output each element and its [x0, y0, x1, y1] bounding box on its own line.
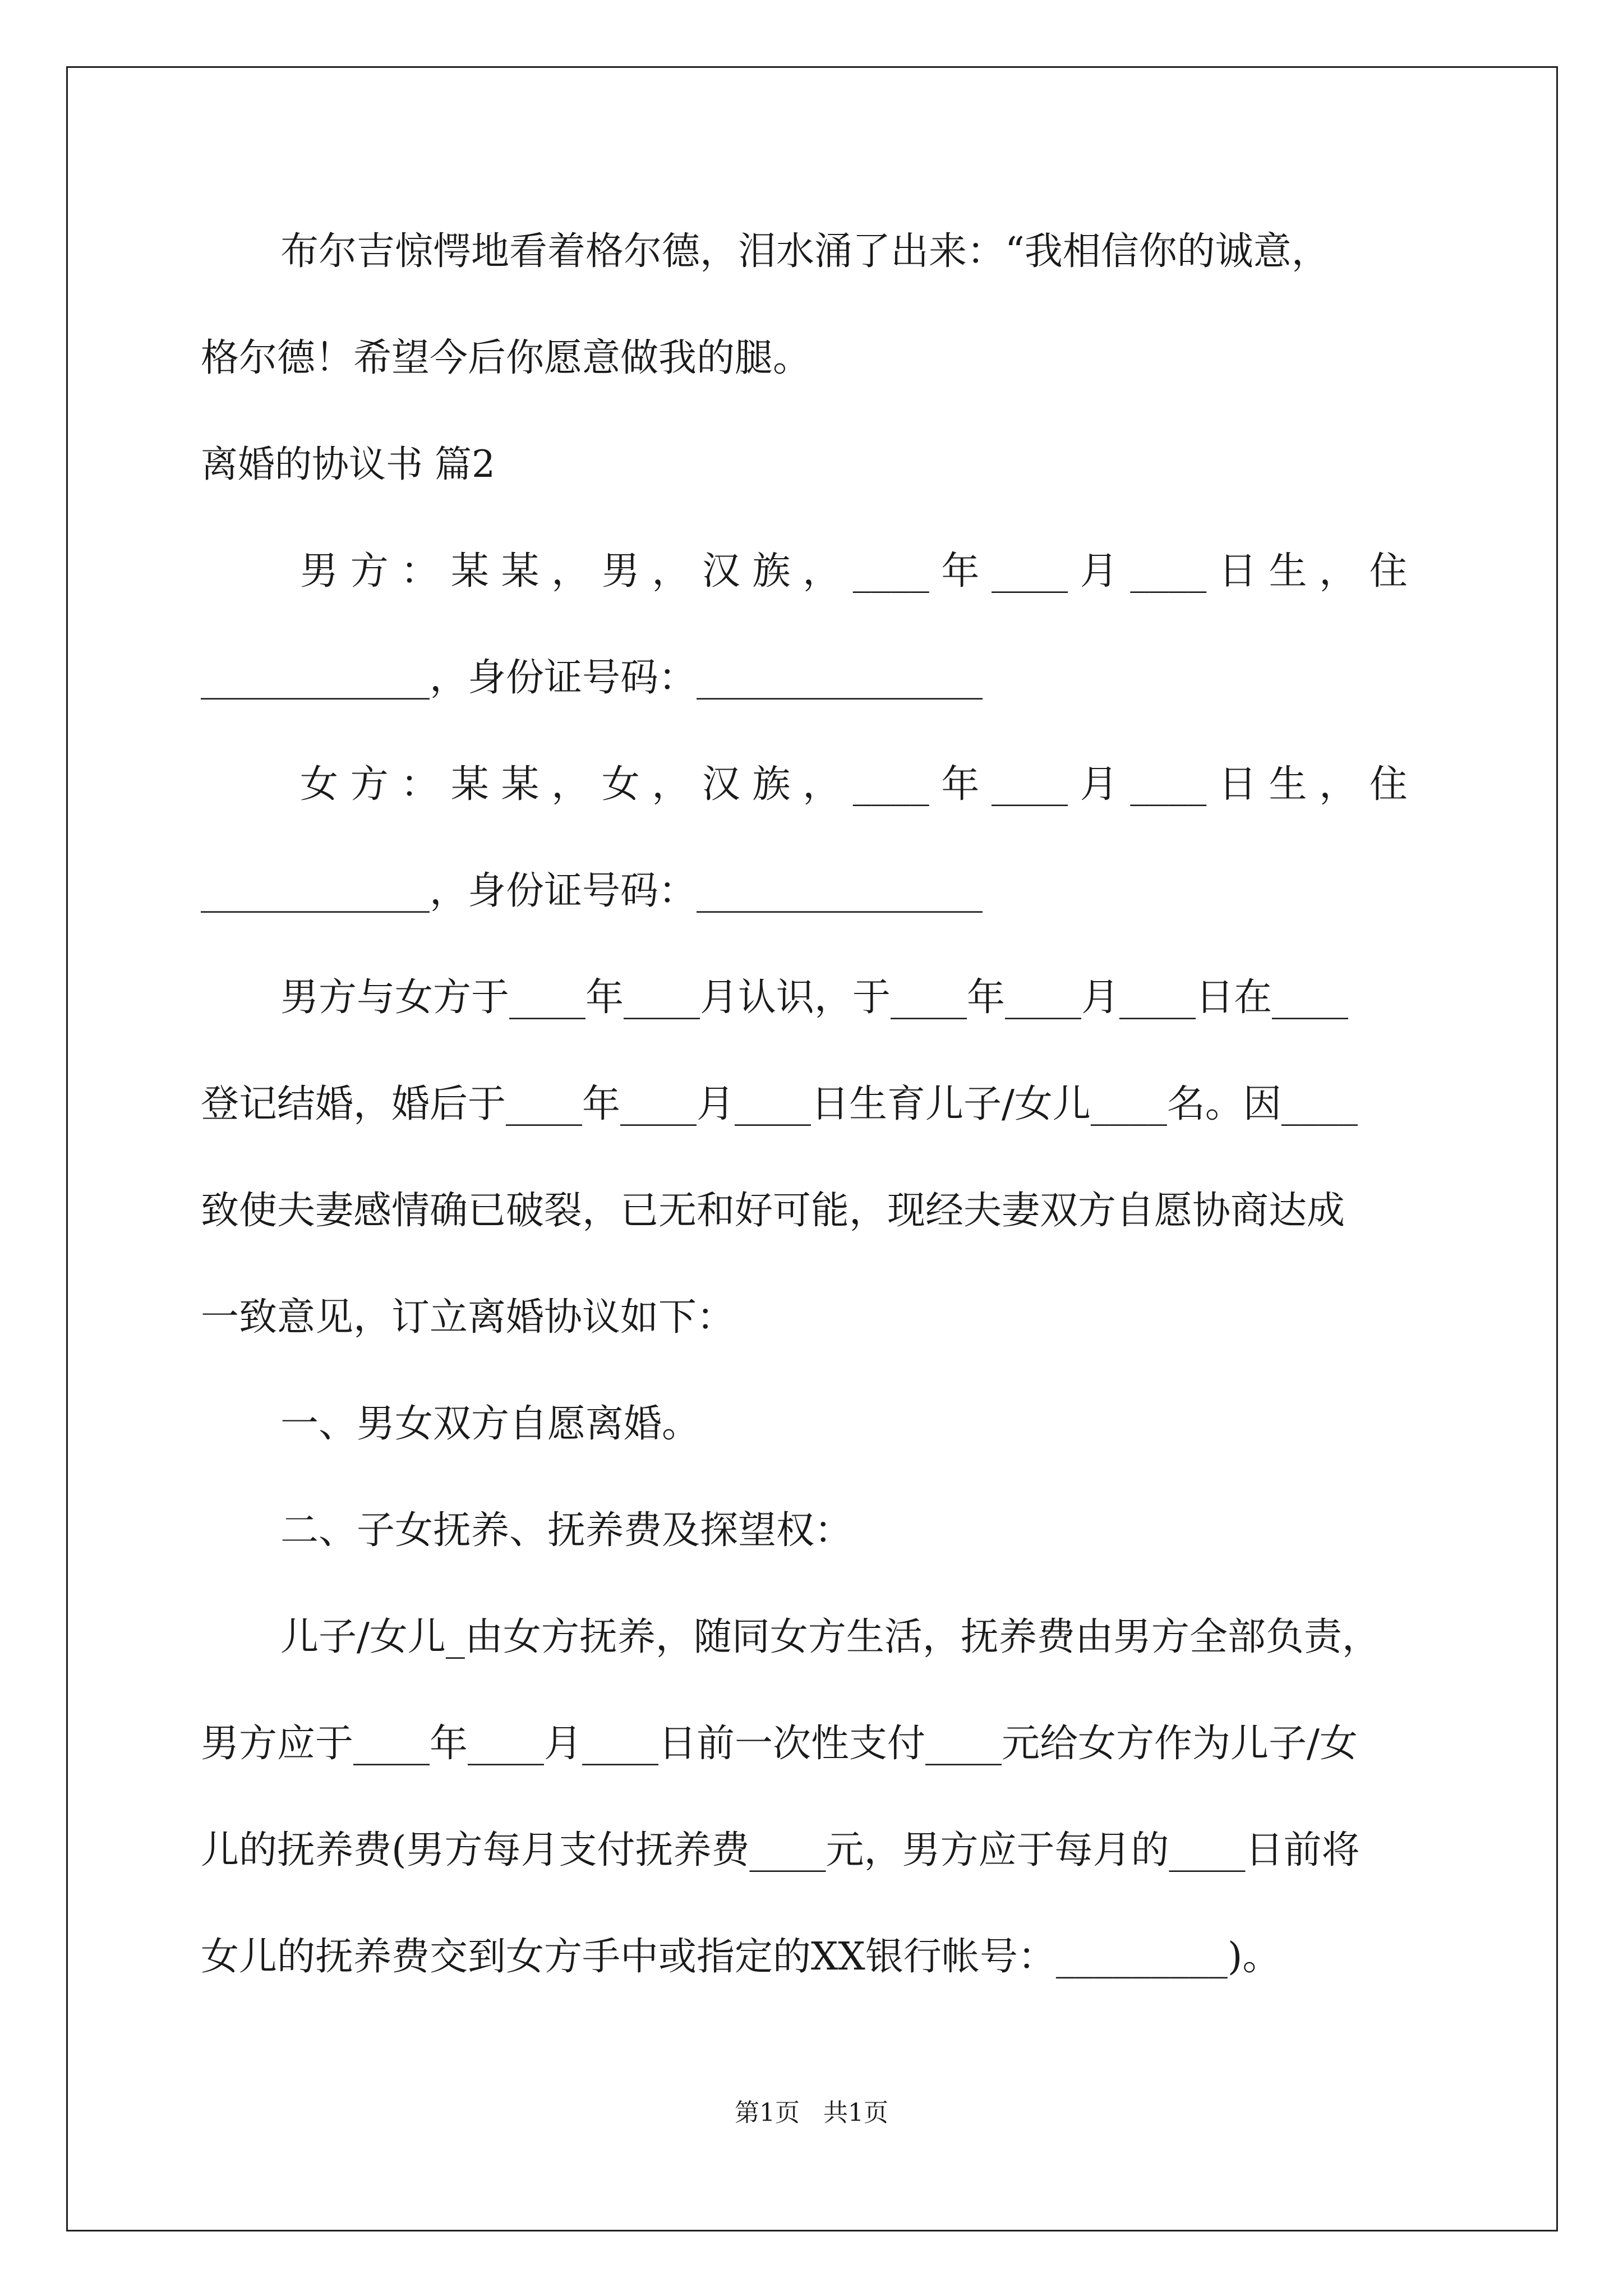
clause-two-heading: 二、子女抚养、抚养费及探望权：: [280, 1508, 853, 1553]
marriage-paragraph-line-2: 登记结婚，婚后于____年____月____日生育儿子/女儿____名。因____: [201, 1082, 1358, 1126]
male-party-line: 男 方 ： 某 某 ， 男 ， 汉 族 ， ____ 年 ____ 月 ____ 日 生 ， 住: [300, 549, 1408, 593]
marriage-paragraph-line-4: 一致意见，订立离婚协议如下：: [201, 1295, 735, 1340]
paragraph-line-1: 布尔吉惊愕地看着格尔德，泪水涌了出来：“我相信你的诚意，: [280, 229, 1330, 274]
custody-paragraph-line-4: 女儿的抚养费交到女方手中或指定的XX银行帐号：_________)。: [201, 1935, 1281, 1979]
page-footer: 第1页 共1页: [735, 2099, 888, 2127]
male-id-line: ____________，身份证号码：_______________: [201, 656, 983, 700]
custody-paragraph-line-3: 儿的抚养费(男方每月支付抚养费____元，男方应于每月的____日前将: [201, 1828, 1360, 1872]
female-party-line: 女 方 ： 某 某 ， 女 ， 汉 族 ， ____ 年 ____ 月 ____ 日 生 ， 住: [300, 762, 1408, 807]
clause-one: 一、男女双方自愿离婚。: [280, 1402, 700, 1446]
custody-paragraph-line-1: 儿子/女儿_由女方抚养，随同女方生活，抚养费由男方全部负责，: [280, 1615, 1380, 1659]
page-border: [66, 66, 1558, 2231]
custody-paragraph-line-2: 男方应于____年____月____日前一次性支付____元给女方作为儿子/女: [201, 1722, 1358, 1766]
female-id-line: ____________，身份证号码：_______________: [201, 869, 983, 913]
paragraph-line-2: 格尔德！希望今后你愿意做我的腿。: [201, 336, 811, 380]
marriage-paragraph-line-1: 男方与女方于____年____月认识，于____年____月____日在____: [280, 976, 1349, 1020]
marriage-paragraph-line-3: 致使夫妻感情确已破裂，已无和好可能，现经夫妻双方自愿协商达成: [201, 1189, 1345, 1233]
section-heading: 离婚的协议书 篇2: [201, 443, 495, 486]
